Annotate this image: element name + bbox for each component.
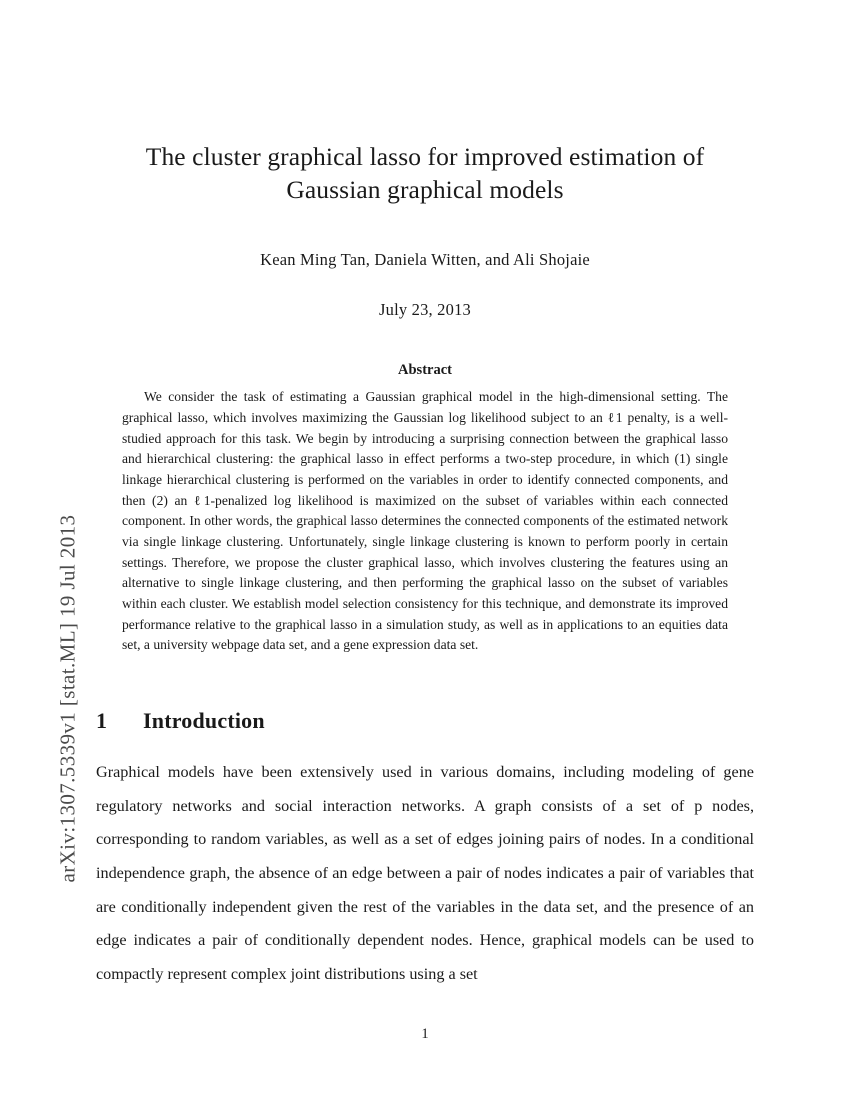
- section-heading-introduction: [96, 708, 754, 734]
- paper-content: [96, 140, 754, 992]
- author-list: Kean Ming Tan, Daniela Witten, and Ali Shojaie: [260, 250, 590, 270]
- section-number: 1: [96, 707, 108, 733]
- introduction-paragraph: Graphical models have been extensively used in various domains, including modeling of gene regulatory networks and social interaction networks. A graph consists of a set of p nodes, corresponding to random variables, as well as a set of edges joining pairs of nodes. In a conditional independence graph, the absence of an edge between a pair of nodes indicates a pair of variables that are conditionally independent given the rest of the variables in the data set, and the presence of an edge indicates a pair of conditionally dependent nodes. Hence, graphical models can be used to compactly represent complex joint distributions using a set: [96, 762, 754, 983]
- title-line-1: The cluster graphical lasso for improved estimation of: [145, 142, 705, 171]
- abstract-body: [96, 387, 754, 656]
- section-title: Introduction: [143, 707, 265, 733]
- page-title: [96, 140, 754, 206]
- title-line-2: Gaussian graphical models: [286, 175, 564, 205]
- abstract-heading: Abstract: [398, 362, 452, 379]
- publication-date: July 23, 2013: [379, 300, 471, 320]
- page-number: 1: [421, 1026, 429, 1042]
- arxiv-identifier-stamp: arXiv:1307.5339v1 [stat.ML] 19 Jul 2013: [55, 514, 80, 883]
- abstract-text: We consider the task of estimating a Gaussian graphical model in the high-dimensional setting. The graphical lasso, which involves maximizing the Gaussian log likelihood subject to an ℓ1 penalty, is a well-studied approach for this task. We begin by introducing a surprising connection between the graphical lasso and hierarchical clustering: the graphical lasso in effect performs a two-step procedure, in which (1) single linkage hierarchical clustering is performed on the variables in order to identify connected components, and then (2) an ℓ1-penalized log likelihood is maximized on the subset of variables within each connected component. In other words, the graphical lasso determines the connected components of the estimated network via single linkage clustering. Unfortunately, single linkage clustering is known to perform poorly in certain settings. Therefore, we propose the cluster graphical lasso, which involves clustering the features using an alternative to single linkage clustering, and then performing the graphical lasso on the subset of variables within each cluster. We establish model selection consistency for this technique, and demonstrate its improved performance relative to the graphical lasso in a simulation study, as well as in applications to an equities data set, a university webpage data set, and a gene expression data set.: [122, 389, 728, 653]
